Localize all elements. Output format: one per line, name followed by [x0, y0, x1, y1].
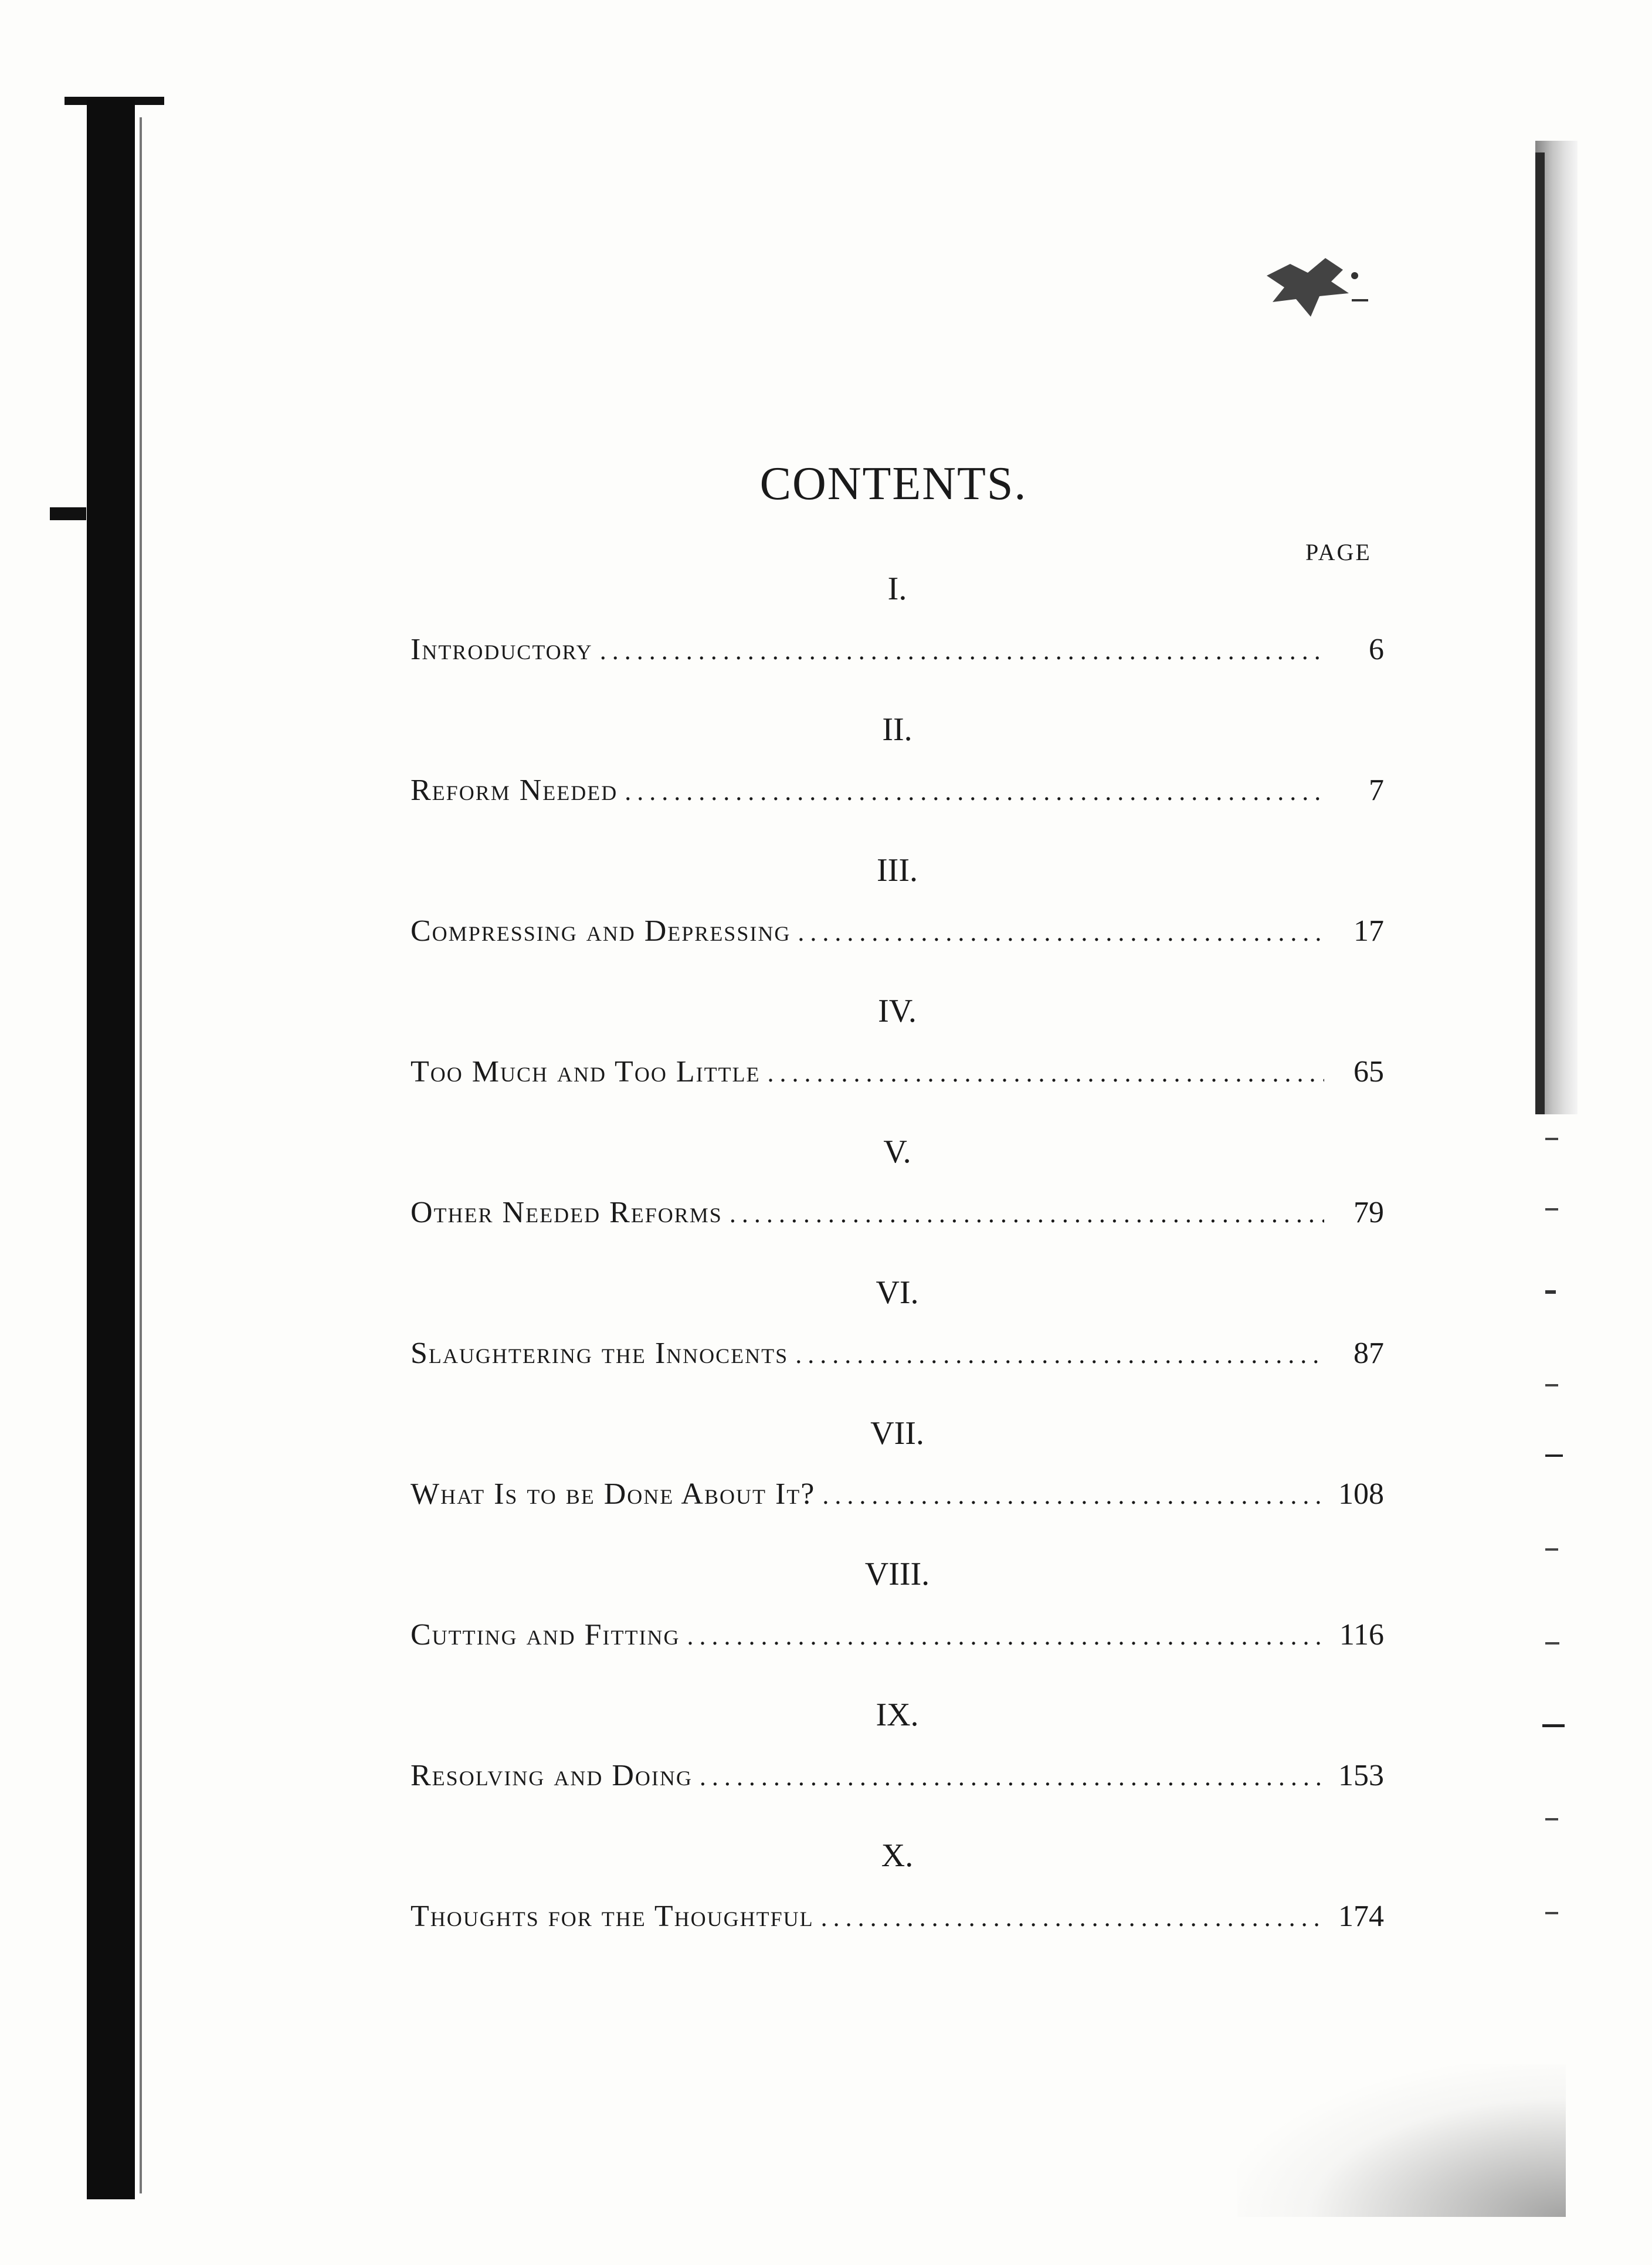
toc-entry	[411, 985, 1384, 1126]
toc-entry-line	[411, 1477, 1384, 1511]
toc-entry-line	[411, 1618, 1384, 1652]
toc-entry	[411, 1548, 1384, 1689]
chapter-numeral: II.	[882, 711, 912, 748]
dot-leader	[822, 1480, 1324, 1510]
toc-entry-line	[411, 773, 1384, 808]
dot-leader	[700, 1762, 1324, 1792]
chapter-title: Introductory	[411, 633, 593, 666]
toc-entry-line	[411, 1758, 1384, 1793]
chapter-page-number: 116	[1339, 1618, 1384, 1652]
chapter-numeral: X.	[881, 1837, 914, 1874]
chapter-page-number: 6	[1369, 633, 1384, 666]
chapter-page-number: 65	[1354, 1055, 1384, 1089]
dot-leader	[795, 1340, 1324, 1369]
toc-entry-line	[411, 1054, 1384, 1089]
toc-entry-line	[411, 1195, 1384, 1230]
chapter-title: Thoughts for the Thoughtful	[411, 1900, 814, 1933]
dot-leader	[730, 1199, 1324, 1229]
dot-leader	[687, 1621, 1324, 1651]
toc-entry	[411, 1408, 1384, 1548]
chapter-title: What Is to be Done About It?	[411, 1477, 816, 1511]
chapter-numeral: VI.	[876, 1274, 919, 1311]
contents-heading: CONTENTS.	[759, 458, 1027, 510]
toc-entry	[411, 1689, 1384, 1830]
chapter-title: Resolving and Doing	[411, 1759, 693, 1792]
toc-entry-line	[411, 632, 1384, 667]
edge-tick-marks	[1542, 1138, 1566, 1971]
chapter-page-number: 79	[1354, 1196, 1384, 1229]
chapter-page-number: 17	[1354, 914, 1384, 948]
chapter-title: Compressing and Depressing	[411, 914, 791, 948]
toc-entry-line	[411, 914, 1384, 948]
chapter-title: Slaughtering the Innocents	[411, 1337, 789, 1370]
binding-gutter-line	[140, 117, 142, 2193]
toc-entry	[411, 1267, 1384, 1408]
chapter-title: Reform Needed	[411, 774, 618, 807]
dot-leader	[768, 1058, 1324, 1088]
page-column-label: PAGE	[1305, 539, 1372, 565]
dot-leader	[821, 1903, 1324, 1932]
toc-entry	[411, 563, 1384, 704]
chapter-numeral: VIII.	[864, 1556, 930, 1592]
toc-entry-line	[411, 1899, 1384, 1934]
chapter-numeral: VII.	[870, 1415, 924, 1452]
chapter-numeral: IV.	[878, 993, 917, 1029]
chapter-page-number: 87	[1354, 1337, 1384, 1370]
chapter-numeral: IX.	[876, 1697, 919, 1733]
chapter-title: Cutting and Fitting	[411, 1618, 680, 1652]
chapter-title: Other Needed Reforms	[411, 1196, 722, 1229]
table-of-contents	[411, 563, 1384, 1971]
toc-entry	[411, 1830, 1384, 1971]
toc-entry	[411, 845, 1384, 985]
chapter-page-number: 153	[1338, 1759, 1384, 1792]
chapter-numeral: III.	[877, 852, 918, 889]
chapter-numeral: V.	[883, 1134, 911, 1170]
chapter-page-number: 108	[1338, 1477, 1384, 1511]
chapter-page-number: 174	[1338, 1900, 1384, 1933]
chapter-numeral: I.	[887, 571, 907, 607]
toc-entry	[411, 1126, 1384, 1267]
toc-entry	[411, 704, 1384, 845]
toc-entry-line	[411, 1336, 1384, 1371]
chapter-title: Too Much and Too Little	[411, 1055, 761, 1089]
dot-leader	[600, 636, 1324, 666]
dot-leader	[798, 917, 1324, 947]
book-binding-edge	[87, 100, 135, 2199]
ink-blot-ornament	[1255, 240, 1372, 328]
dot-leader	[625, 777, 1324, 806]
corner-smudge	[1237, 2064, 1566, 2217]
right-page-edge-line	[1535, 152, 1545, 1114]
chapter-page-number: 7	[1369, 774, 1384, 807]
